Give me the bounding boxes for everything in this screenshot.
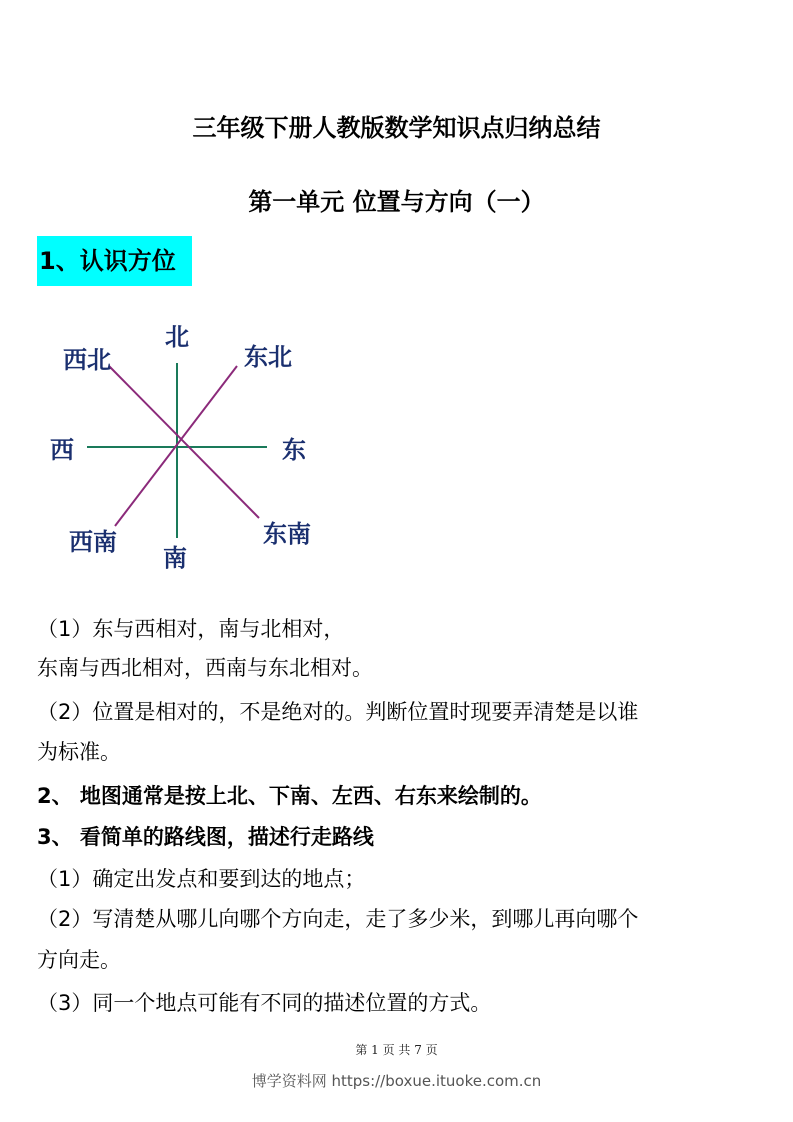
text-line: （1）东与西相对，南与北相对，	[37, 617, 345, 641]
compass-diagram	[37, 318, 337, 593]
text-line: 方向走。	[37, 948, 121, 972]
text-line: 为标准。	[37, 740, 121, 764]
label-west: 西	[50, 435, 74, 464]
text-line: 东南与西北相对，西南与东北相对。	[37, 656, 373, 680]
section-heading-highlighted: 1、认识方位	[37, 236, 192, 286]
text-line: （2）写清楚从哪儿向哪个方向走，走了多少米，到哪儿再向哪个	[37, 907, 639, 931]
label-north: 北	[165, 322, 189, 351]
label-southeast: 东南	[263, 519, 311, 548]
text-line-bold: 3、 看简单的路线图，描述行走路线	[37, 825, 374, 849]
label-northwest: 西北	[63, 345, 111, 374]
watermark: 博学资料网 https://boxue.ituoke.com.cn	[251, 1072, 542, 1090]
document-title: 三年级下册人教版数学知识点归纳总结	[192, 114, 601, 142]
label-east: 东	[282, 435, 306, 464]
label-south: 南	[163, 543, 187, 572]
label-southwest: 西南	[69, 527, 117, 556]
page-number-footer: 第 1 页 共 7 页	[355, 1043, 438, 1057]
text-line: （2）位置是相对的，不是绝对的。判断位置时现要弄清楚是以谁	[37, 700, 639, 724]
unit-title: 第一单元 位置与方向（一）	[248, 188, 545, 216]
label-northeast: 东北	[244, 342, 292, 371]
text-line-bold: 2、 地图通常是按上北、下南、左西、右东来绘制的。	[37, 784, 542, 808]
text-line: （1）确定出发点和要到达的地点；	[37, 867, 366, 891]
northwest-southeast-line	[109, 366, 259, 518]
text-line: （3）同一个地点可能有不同的描述位置的方式。	[37, 991, 492, 1015]
